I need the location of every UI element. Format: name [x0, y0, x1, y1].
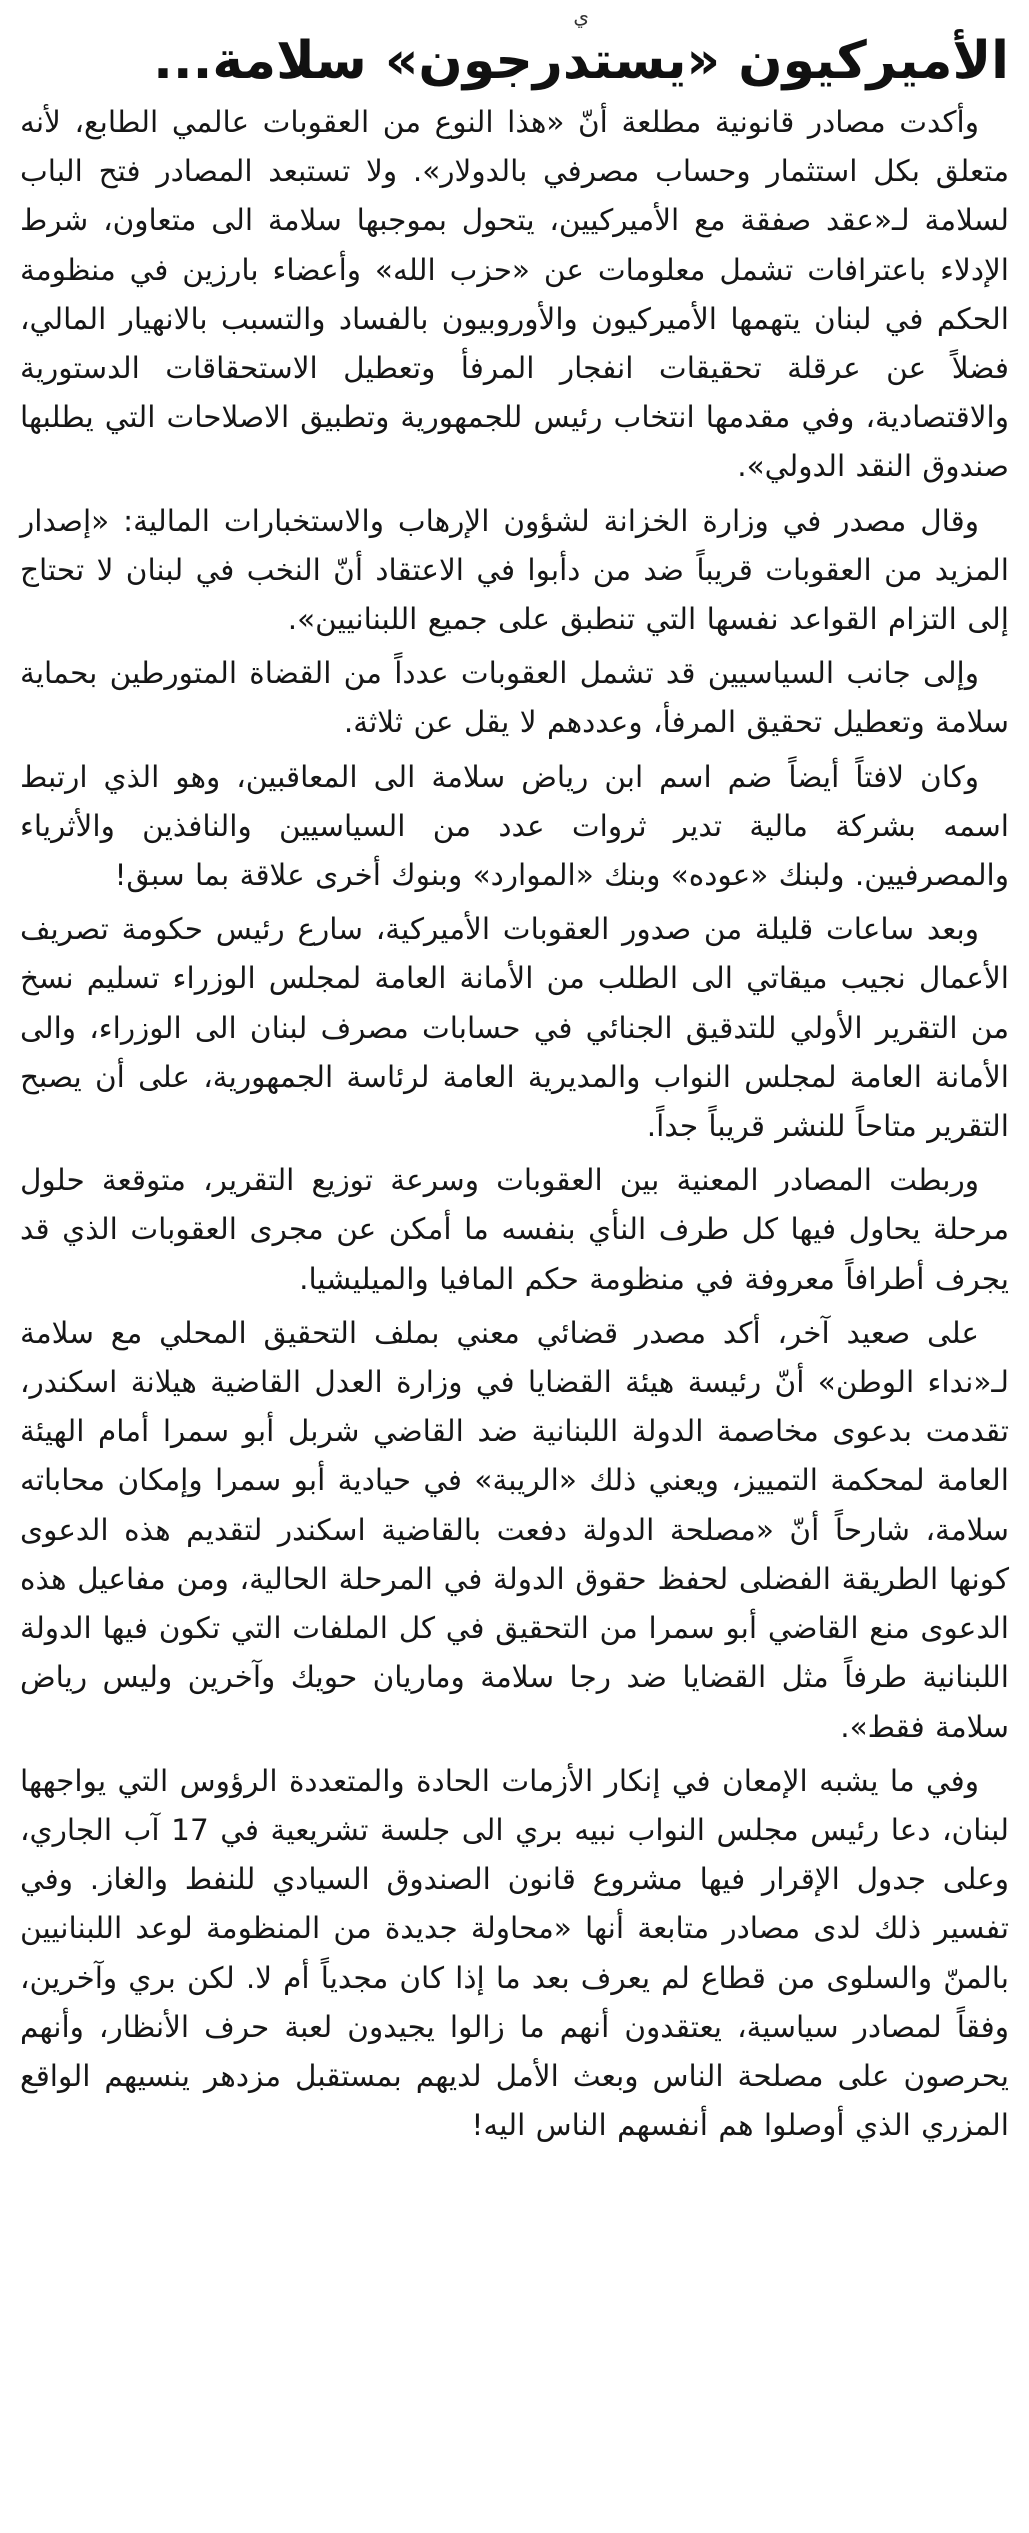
paragraph-7: على صعيد آخر، أكد مصدر قضائي معني بملف التحقيق المحلي مع سلامة لـ«نداء الوطن» أنّ رئيسة هيئة القضايا في وزارة العدل القاضية هيلانة اسكندر، تقدمت بدعوى مخاصمة الدولة اللبنانية ضد القاضي شربل أبو سمرا أمام الهيئة العامة لمحكمة التمييز، ويعني ذلك «الريبة» في حيادية أبو سمرا وإمكان محاباته سلامة، شارحاً أنّ «مصلحة الدولة دفعت بالقاضية اسكندر لتقديم هذه الدعوى كونها الطريقة الفضلى لحفظ حقوق الدولة في المرحلة الحالية، ومن مفاعيل هذه الدعوى منع القاضي أبو سمرا من التحقيق في كل الملفات التي تكون فيها الدولة اللبنانية طرفاً مثل القضايا ضد رجا سلامة وماريان حويك وآخرين وليس رياض سلامة فقط».	[20, 1315, 1009, 1744]
previous-column-fragment	[20, 4, 1009, 28]
paragraph-1: وأكدت مصادر قانونية مطلعة أنّ «هذا النوع من العقوبات عالمي الطابع، لأنه متعلق بكل استثمار وحساب مصرفي بالدولار». ولا تستبعد المصادر فتح الباب لسلامة لـ«عقد صفقة مع الأميركيين، يتحول بموجبها سلامة الى متعاون، شرط الإدلاء باعترافات تشمل معلومات عن «حزب الله» وأعضاء بارزين في منظومة الحكم في لبنان يتهمها الأميركيون والأوروبيون بالفساد والتسبب بالانهيار المالي، فضلاً عن عرقلة تحقيقات انفجار المرفأ وتعطيل الاستحقاقات الدستورية والاقتصادية، وفي مقدمها انتخاب رئيس للجمهورية وتطبيق الاصلاحات التي يطلبها صندوق النقد الدولي».	[20, 105, 1009, 484]
top-fragment-text: ي	[573, 4, 589, 28]
paragraph-6: وربطت المصادر المعنية بين العقوبات وسرعة توزيع التقرير، متوقعة حلول مرحلة يحاول فيها كل طرف النأي بنفسه ما أمكن عن مجرى العقوبات الذي قد يجرف أطرافاً معروفة في منظومة حكم المافيا والميليشيا.	[20, 1163, 1009, 1296]
paragraph-5: وبعد ساعات قليلة من صدور العقوبات الأميركية، سارع رئيس حكومة تصريف الأعمال نجيب ميقاتي الى الطلب من الأمانة العامة لمجلس الوزراء تسليم نسخ من التقرير الأولي للتدقيق الجنائي في حسابات مصرف لبنان الى الوزراء، والى الأمانة العامة لمجلس النواب والمديرية العامة لرئاسة الجمهورية، على أن يصبح التقرير متاحاً للنشر قريباً جداً.	[20, 912, 1009, 1144]
paragraph-2: وقال مصدر في وزارة الخزانة لشؤون الإرهاب والاستخبارات المالية: «إصدار المزيد من العقوبات قريباً ضد من دأبوا في الاعتقاد أنّ النخب في لبنان لا تحتاج إلى التزام القواعد نفسها التي تنطبق على جميع اللبنانيين».	[20, 503, 1009, 637]
paragraph-4: وكان لافتاً أيضاً ضم اسم ابن رياض سلامة الى المعاقبين، وهو الذي ارتبط اسمه بشركة مالية تدير ثروات عدد من السياسيين والنافذين والأثرياء والمصرفيين. ولبنك «عوده» وبنك «الموارد» وبنوك أخرى علاقة بما سبق!	[20, 759, 1009, 893]
paragraph-8: وفي ما يشبه الإمعان في إنكار الأزمات الحادة والمتعددة الرؤوس التي يواجهها لبنان، دعا رئيس مجلس النواب نبيه بري الى جلسة تشريعية في 17 آب الجاري، وعلى جدول الإقرار فيها مشروع قانون الصندوق السيادي للنفط والغاز. وفي تفسير ذلك لدى مصادر متابعة أنها «محاولة جديدة من المنظومة لوعد اللبنانيين بالمنّ والسلوى من قطاع لم يعرف بعد ما إذا كان مجدياً أم لا. لكن بري وآخرين، وفقاً لمصادر سياسية، يعتقدون أنهم ما زالوا يجيدون لعبة حرف الأنظار، وأنهم يحرصون على مصلحة الناس وبعث الأمل لديهم بمستقبل مزدهر ينسيهم الواقع المزري الذي أوصلوا هم أنفسهم الناس اليه!	[20, 1763, 1010, 2143]
article-headline: الأميركيون «يستدرجون» سلامة...	[153, 31, 1009, 91]
article-body	[20, 98, 1009, 2150]
paragraph-3: وإلى جانب السياسيين قد تشمل العقوبات عدداً من القضاة المتورطين بحماية سلامة وتعطيل تحقيق المرفأ، وعددهم لا يقل عن ثلاثة.	[20, 656, 1009, 740]
